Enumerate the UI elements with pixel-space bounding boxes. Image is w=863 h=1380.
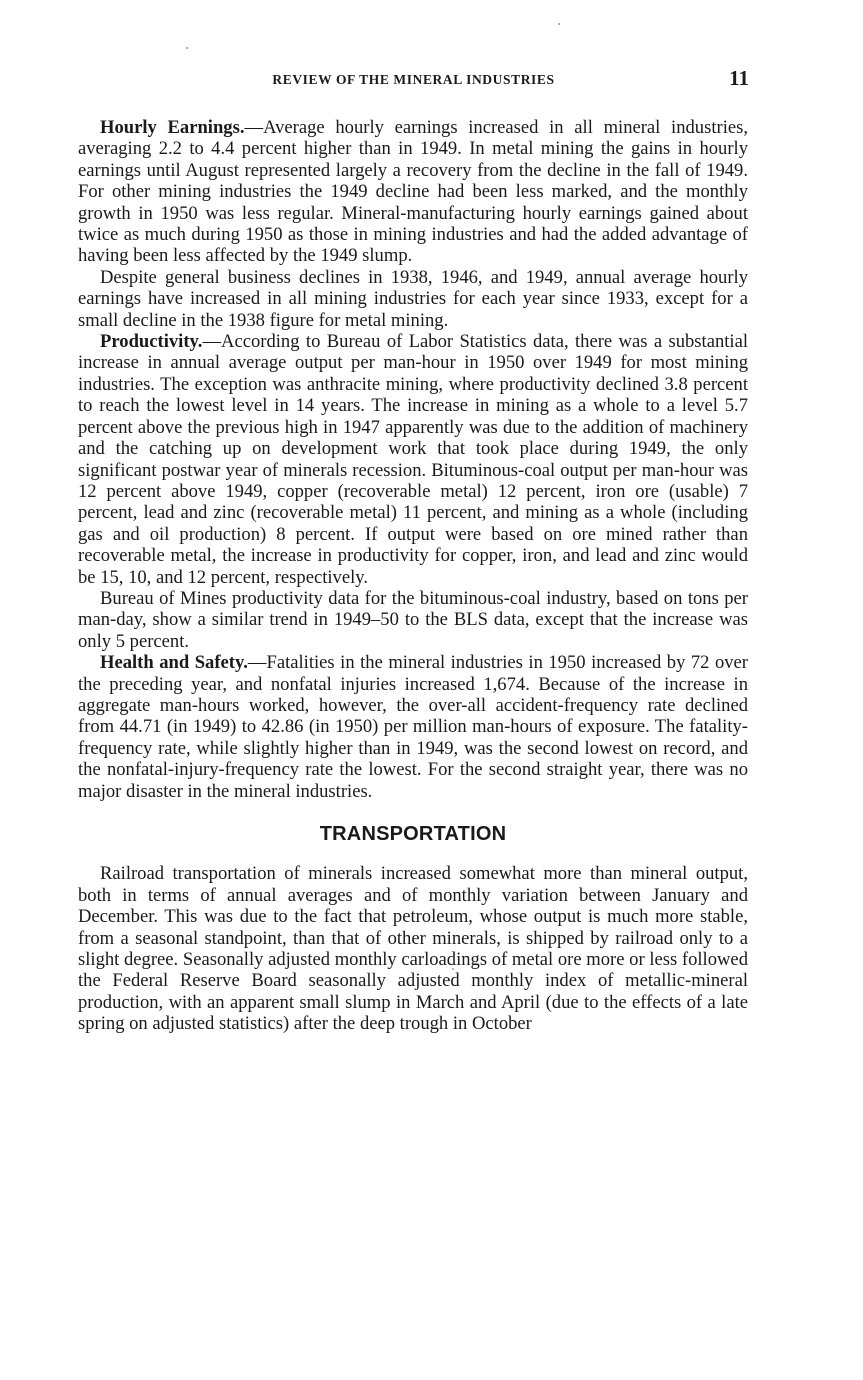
speck-mark bbox=[186, 47, 188, 49]
page-body bbox=[78, 117, 748, 1035]
paragraph-bureau-of-mines bbox=[78, 588, 748, 652]
section-heading-transportation: TRANSPORTATION bbox=[319, 823, 507, 845]
running-head: REVIEW OF THE MINERAL INDUSTRIES bbox=[272, 72, 555, 87]
paragraph-text: Bureau of Mines productivity data for the bituminous-coal industry, based on tons per man-day, show a similar trend in 1949–50 to the BLS data, except that the increase was only 5 percent. bbox=[78, 587, 748, 652]
page-header bbox=[78, 66, 749, 96]
paragraph-lead: Productivity. bbox=[100, 331, 203, 353]
paragraph-health-safety bbox=[78, 652, 748, 802]
paragraph-lead: Health and Safety. bbox=[100, 652, 248, 674]
paragraph-text: —According to Bureau of Labor Statistics data, there was a substantial increase in annual average output per man-hour in 1950 over 1949 for most mining industries. The exception was anthracite mining, where productivity declined 3.8 percent to reach the lowest level in 14 years. The increase in mining as a whole to a level 5.7 percent above the previous high in 1947 apparently was due to the addition of machinery and the catching up on development work that took place during 1949, the only significant postwar year of minerals recession. Bituminous-coal output per man-hour was 12 percent above 1949, copper (recoverable metal) 12 percent, iron ore (usable) 7 percent, lead and zinc (recoverable metal) 11 percent, and mining as a whole (including gas and oil production) 8 percent. If output were based on ore mined rather than recoverable metal, the increase in productivity for copper, iron, and lead and zinc would be 15, 10, and 12 percent, respectively. bbox=[78, 331, 748, 588]
speck-mark bbox=[558, 23, 560, 25]
paragraph-productivity bbox=[78, 331, 748, 588]
paragraph-lead: Hourly Earnings. bbox=[100, 117, 245, 138]
page-number: 11 bbox=[729, 66, 749, 90]
paragraph-text: —Fatalities in the mineral industries in 1950 increased by 72 over the preceding year, and nonfatal injuries increased 1,674. Because of the increase in aggregate man-hours worked, however, the over-all accident-frequency rate declined from 44.71 (in 1949) to 42.86 (in 1950) per million man-hours of exposure. The fatality-frequency rate, while slightly higher than in 1949, was the second lowest on record, and the nonfatal-injury-frequency rate the lowest. For the second straight year, there was no major disaster in the mineral industries. bbox=[78, 652, 748, 802]
paragraph-hourly-earnings bbox=[78, 117, 748, 267]
paragraph-transportation bbox=[78, 863, 748, 1034]
paragraph-hourly-earnings-continued bbox=[78, 267, 748, 331]
paragraph-text: Railroad transportation of minerals increased somewhat more than mineral output, both in terms of annual averages and of monthly variation between January and December. This was due to the fact that petroleum, whose output is much more stable, from a seasonal standpoint, than that of other minerals, is shipped by railroad only to a slight degree. Seasonally adjusted monthly carloadings of metal ore more or less followed the Federal Reserve Board seasonally adjusted monthly index of metallic-mineral production, with an apparent small slump in March and April (due to the effects of a late spring on adjusted statistics) after the deep trough in October bbox=[78, 863, 748, 1035]
paragraph-text: —Average hourly earnings increased in all mineral industries, averaging 2.2 to 4.4 percent higher than in 1949. In metal mining the gains in hourly earnings until August represented largely a recovery from the decline in the fall of 1949. For other mining industries the 1949 decline had been less marked, and the monthly growth in 1950 was less regular. Mineral-manufacturing hourly earnings gained about twice as much during 1950 as those in mining industries and had the added advantage of having been less affected by the 1949 slump. bbox=[78, 117, 748, 267]
paragraph-text: Despite general business declines in 1938, 1946, and 1949, annual average hourly earnings have increased in all mining industries for each year since 1933, except for a small decline in the 1938 figure for metal mining. bbox=[78, 266, 748, 331]
